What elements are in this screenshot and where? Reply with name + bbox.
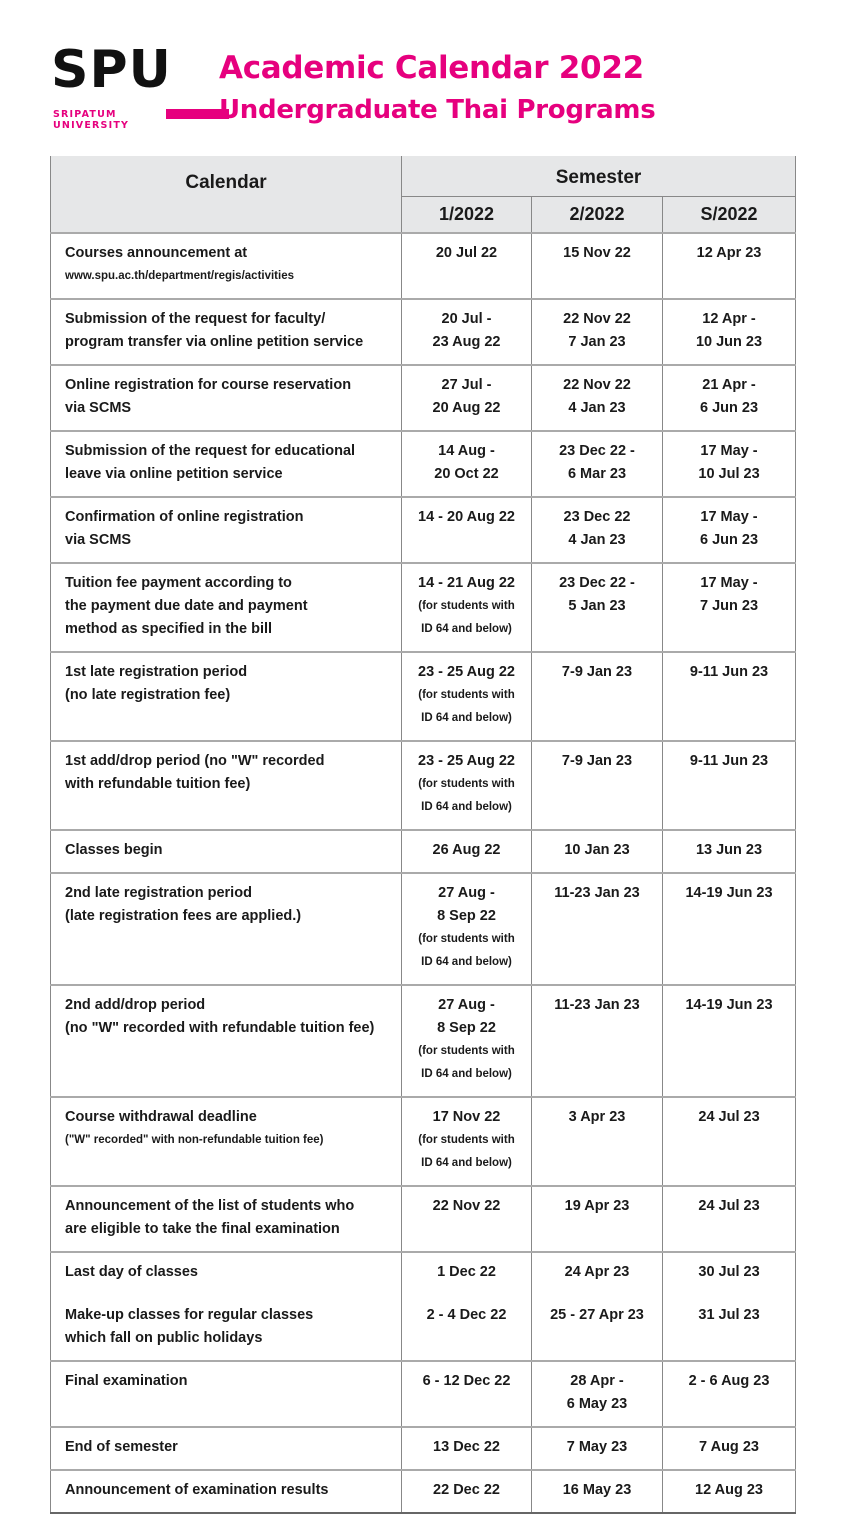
date-value: 6 May 23 bbox=[566, 1396, 628, 1412]
eligibility-note: ID 64 and below) bbox=[421, 1157, 512, 1169]
date-value: 11-23 Jan 23 bbox=[554, 997, 640, 1013]
table-row bbox=[51, 299, 796, 365]
date-value: 17 Nov 22 bbox=[432, 1109, 501, 1125]
date-value: 1 Dec 22 bbox=[437, 1264, 496, 1280]
table-row bbox=[51, 873, 796, 985]
date-cell-term-2 bbox=[532, 1427, 663, 1470]
date-cell-term-3 bbox=[663, 365, 796, 431]
date-value: 25 - 27 Apr 23 bbox=[550, 1307, 644, 1323]
date-value: 7 Jan 23 bbox=[568, 334, 626, 350]
table-row bbox=[51, 652, 796, 741]
event-label-line: 2nd add/drop period bbox=[65, 997, 206, 1013]
date-cell-term-2 bbox=[532, 741, 663, 830]
logo-sub-line2: UNIVERSITY bbox=[53, 120, 130, 131]
date-cell-term-2 bbox=[532, 652, 663, 741]
date-value: 7 Jun 23 bbox=[699, 598, 759, 614]
event-label bbox=[51, 1470, 402, 1513]
event-label-line: are eligible to take the final examination bbox=[65, 1221, 340, 1237]
date-value: 23 - 25 Aug 22 bbox=[418, 753, 515, 769]
date-value: 23 Dec 22 - bbox=[559, 575, 635, 591]
event-label-line: End of semester bbox=[65, 1439, 178, 1455]
date-value: 23 Dec 22 bbox=[563, 509, 631, 525]
table-row bbox=[51, 365, 796, 431]
event-label bbox=[51, 365, 402, 431]
date-cell-term-3 bbox=[663, 1252, 796, 1361]
eligibility-note: ID 64 and below) bbox=[421, 956, 512, 968]
date-value: 12 Apr - bbox=[702, 311, 756, 327]
date-value: 27 Jul - bbox=[441, 377, 492, 393]
date-cell-term-3 bbox=[663, 563, 796, 652]
event-label-line: via SCMS bbox=[65, 532, 132, 548]
date-value: 24 Jul 23 bbox=[698, 1198, 760, 1214]
event-label bbox=[51, 985, 402, 1097]
header-calendar: Calendar bbox=[51, 156, 402, 233]
event-label bbox=[51, 563, 402, 652]
event-label bbox=[51, 497, 402, 563]
event-label-line: program transfer via online petition service bbox=[65, 334, 364, 350]
event-label-line: Make-up classes for regular classes bbox=[65, 1307, 314, 1323]
date-cell-term-2 bbox=[532, 873, 663, 985]
date-value: 14 - 21 Aug 22 bbox=[418, 575, 515, 591]
event-label-line: (late registration fees are applied.) bbox=[65, 908, 302, 924]
date-value: 20 Jul - bbox=[441, 311, 492, 327]
header-term-1: 1/2022 bbox=[402, 196, 532, 233]
header-semester: Semester bbox=[402, 156, 796, 196]
date-cell-term-2 bbox=[532, 1097, 663, 1186]
date-cell-term-1 bbox=[402, 431, 532, 497]
date-cell-term-3 bbox=[663, 652, 796, 741]
event-label-line: which fall on public holidays bbox=[65, 1330, 263, 1346]
date-cell-term-1 bbox=[402, 497, 532, 563]
date-value: 14 - 20 Aug 22 bbox=[418, 509, 515, 525]
date-value: 7 Aug 23 bbox=[699, 1439, 759, 1455]
date-value: 2 - 6 Aug 23 bbox=[688, 1373, 770, 1389]
date-value: 6 Mar 23 bbox=[567, 466, 627, 482]
date-cell-term-2 bbox=[532, 1186, 663, 1252]
date-cell-term-1 bbox=[402, 1252, 532, 1361]
table-body bbox=[51, 233, 796, 1513]
date-cell-term-1 bbox=[402, 985, 532, 1097]
date-value: 10 Jan 23 bbox=[564, 842, 630, 858]
date-cell-term-1 bbox=[402, 563, 532, 652]
date-value: 30 Jul 23 bbox=[698, 1264, 760, 1280]
date-value: 31 Jul 23 bbox=[698, 1307, 760, 1323]
table-row bbox=[51, 233, 796, 299]
eligibility-note: (for students with bbox=[418, 778, 515, 790]
eligibility-note: (for students with bbox=[418, 1134, 515, 1146]
eligibility-note: (for students with bbox=[418, 689, 515, 701]
date-value: 22 Dec 22 bbox=[433, 1482, 500, 1498]
event-label-detail: ("W" recorded" with non-refundable tuition fee) bbox=[65, 1134, 324, 1146]
date-cell-term-3 bbox=[663, 830, 796, 873]
date-value: 14 Aug - bbox=[438, 443, 495, 459]
event-label-line: 1st add/drop period (no "W" recorded bbox=[65, 753, 325, 769]
date-cell-term-3 bbox=[663, 985, 796, 1097]
page-title: Academic Calendar 2022 bbox=[219, 50, 644, 86]
date-value: 20 Oct 22 bbox=[434, 466, 499, 482]
event-label-line bbox=[65, 1284, 397, 1304]
event-label-line: Courses announcement at bbox=[65, 245, 248, 261]
date-value: 17 May - bbox=[700, 443, 758, 459]
date-value: 6 - 12 Dec 22 bbox=[422, 1373, 511, 1389]
date-value: 7-9 Jan 23 bbox=[561, 664, 633, 680]
date-cell-term-2 bbox=[532, 497, 663, 563]
event-label-line: Tuition fee payment according to bbox=[65, 575, 292, 591]
date-value: 24 Jul 23 bbox=[698, 1109, 760, 1125]
date-value: 7-9 Jan 23 bbox=[561, 753, 633, 769]
date-cell-term-1 bbox=[402, 233, 532, 299]
event-label-line: Last day of classes bbox=[65, 1264, 198, 1280]
eligibility-note: (for students with bbox=[418, 1045, 515, 1057]
date-value bbox=[534, 1284, 660, 1304]
date-value: 27 Aug - bbox=[438, 885, 495, 901]
eligibility-note: (for students with bbox=[418, 933, 515, 945]
date-cell-term-3 bbox=[663, 431, 796, 497]
date-value: 16 May 23 bbox=[562, 1482, 632, 1498]
date-value: 17 May - bbox=[700, 575, 758, 591]
date-cell-term-2 bbox=[532, 1252, 663, 1361]
logo-subtext bbox=[53, 109, 129, 131]
date-value: 23 Aug 22 bbox=[432, 334, 501, 350]
event-label-line: Submission of the request for educational bbox=[65, 443, 356, 459]
date-value: 4 Jan 23 bbox=[568, 532, 626, 548]
date-cell-term-3 bbox=[663, 1470, 796, 1513]
date-cell-term-3 bbox=[663, 1361, 796, 1427]
date-value: 9-11 Jun 23 bbox=[689, 753, 769, 769]
date-value: 20 Aug 22 bbox=[432, 400, 501, 416]
eligibility-note: ID 64 and below) bbox=[421, 623, 512, 635]
date-cell-term-2 bbox=[532, 299, 663, 365]
event-label bbox=[51, 233, 402, 299]
date-cell-term-1 bbox=[402, 1427, 532, 1470]
date-value: 4 Jan 23 bbox=[568, 400, 626, 416]
date-value: 10 Jul 23 bbox=[698, 466, 760, 482]
date-value: 12 Aug 23 bbox=[695, 1482, 763, 1498]
logo-sub-line1: SRIPATUM bbox=[53, 109, 117, 120]
date-cell-term-1 bbox=[402, 1361, 532, 1427]
event-label bbox=[51, 1361, 402, 1427]
event-label bbox=[51, 431, 402, 497]
event-label-line: method as specified in the bill bbox=[65, 621, 273, 637]
event-label bbox=[51, 299, 402, 365]
date-value: 15 Nov 22 bbox=[563, 245, 631, 261]
date-value: 22 Nov 22 bbox=[563, 377, 631, 393]
date-cell-term-2 bbox=[532, 431, 663, 497]
date-value bbox=[665, 1284, 793, 1304]
date-value: 14-19 Jun 23 bbox=[685, 885, 773, 901]
event-label bbox=[51, 652, 402, 741]
date-value: 10 Jun 23 bbox=[695, 334, 763, 350]
spu-logo bbox=[51, 40, 181, 132]
date-value: 13 Jun 23 bbox=[695, 842, 763, 858]
table-row bbox=[51, 1186, 796, 1252]
date-cell-term-2 bbox=[532, 563, 663, 652]
date-value: 21 Apr - bbox=[702, 377, 756, 393]
event-label-line: Online registration for course reservation bbox=[65, 377, 352, 393]
event-label-line: 2nd late registration period bbox=[65, 885, 252, 901]
event-label-line: Announcement of the list of students who bbox=[65, 1198, 355, 1214]
date-value: 23 Dec 22 - bbox=[559, 443, 635, 459]
event-label-line: Course withdrawal deadline bbox=[65, 1109, 257, 1125]
date-cell-term-3 bbox=[663, 1427, 796, 1470]
date-cell-term-3 bbox=[663, 233, 796, 299]
date-cell-term-1 bbox=[402, 741, 532, 830]
date-value: 19 Apr 23 bbox=[564, 1198, 630, 1214]
date-value: 22 Nov 22 bbox=[432, 1198, 501, 1214]
event-label bbox=[51, 830, 402, 873]
date-cell-term-1 bbox=[402, 299, 532, 365]
header-term-s: S/2022 bbox=[663, 196, 796, 233]
event-label-line: (no late registration fee) bbox=[65, 687, 231, 703]
table-row bbox=[51, 741, 796, 830]
table-row bbox=[51, 1361, 796, 1427]
event-label bbox=[51, 1097, 402, 1186]
date-value: 28 Apr - bbox=[570, 1373, 624, 1389]
date-cell-term-3 bbox=[663, 1186, 796, 1252]
table-row bbox=[51, 830, 796, 873]
event-label-line: with refundable tuition fee) bbox=[65, 776, 251, 792]
date-value: 8 Sep 22 bbox=[437, 908, 496, 924]
event-label-line: Announcement of examination results bbox=[65, 1482, 329, 1498]
date-value: 17 May - bbox=[700, 509, 758, 525]
table-row bbox=[51, 497, 796, 563]
date-value: 23 - 25 Aug 22 bbox=[418, 664, 515, 680]
date-value: 2 - 4 Dec 22 bbox=[426, 1307, 507, 1323]
event-label-line: via SCMS bbox=[65, 400, 132, 416]
event-label-line: leave via online petition service bbox=[65, 466, 283, 482]
event-label bbox=[51, 1427, 402, 1470]
page-subtitle: Undergraduate Thai Programs bbox=[219, 95, 656, 125]
event-label bbox=[51, 741, 402, 830]
event-label-detail: www.spu.ac.th/department/regis/activities bbox=[65, 270, 295, 282]
date-cell-term-1 bbox=[402, 652, 532, 741]
date-cell-term-3 bbox=[663, 741, 796, 830]
eligibility-note: (for students with bbox=[418, 600, 515, 612]
date-cell-term-2 bbox=[532, 985, 663, 1097]
date-value: 12 Apr 23 bbox=[696, 245, 762, 261]
date-cell-term-3 bbox=[663, 873, 796, 985]
table-row bbox=[51, 1427, 796, 1470]
date-value: 5 Jan 23 bbox=[568, 598, 626, 614]
eligibility-note: ID 64 and below) bbox=[421, 1068, 512, 1080]
date-cell-term-2 bbox=[532, 830, 663, 873]
event-label-line: Submission of the request for faculty/ bbox=[65, 311, 326, 327]
table-row bbox=[51, 431, 796, 497]
date-cell-term-1 bbox=[402, 830, 532, 873]
table-row bbox=[51, 563, 796, 652]
date-value: 13 Dec 22 bbox=[433, 1439, 500, 1455]
date-cell-term-3 bbox=[663, 299, 796, 365]
date-value: 22 Nov 22 bbox=[563, 311, 631, 327]
date-value: 8 Sep 22 bbox=[437, 1020, 496, 1036]
table-row bbox=[51, 985, 796, 1097]
date-cell-term-2 bbox=[532, 1470, 663, 1513]
academic-calendar-table bbox=[50, 156, 796, 1514]
date-cell-term-1 bbox=[402, 1097, 532, 1186]
event-label-line: 1st late registration period bbox=[65, 664, 248, 680]
eligibility-note: ID 64 and below) bbox=[421, 712, 512, 724]
date-cell-term-2 bbox=[532, 365, 663, 431]
date-value bbox=[404, 1284, 529, 1304]
date-cell-term-3 bbox=[663, 497, 796, 563]
event-label-line: (no "W" recorded with refundable tuition fee) bbox=[65, 1020, 375, 1036]
event-label bbox=[51, 873, 402, 985]
event-label-line: the payment due date and payment bbox=[65, 598, 308, 614]
event-label-line: Confirmation of online registration bbox=[65, 509, 304, 525]
date-value: 6 Jun 23 bbox=[699, 400, 759, 416]
table-row bbox=[51, 1252, 796, 1361]
date-cell-term-2 bbox=[532, 233, 663, 299]
date-value: 24 Apr 23 bbox=[564, 1264, 630, 1280]
date-value: 27 Aug - bbox=[438, 997, 495, 1013]
date-value: 26 Aug 22 bbox=[432, 842, 501, 858]
date-cell-term-3 bbox=[663, 1097, 796, 1186]
date-cell-term-1 bbox=[402, 365, 532, 431]
table-row bbox=[51, 1097, 796, 1186]
logo-wordmark: SPU bbox=[51, 40, 172, 100]
event-label bbox=[51, 1186, 402, 1252]
event-label bbox=[51, 1252, 402, 1361]
date-value: 20 Jul 22 bbox=[435, 245, 498, 261]
event-label-line: Final examination bbox=[65, 1373, 188, 1389]
event-label-line: Classes begin bbox=[65, 842, 163, 858]
date-value: 9-11 Jun 23 bbox=[689, 664, 769, 680]
date-value: 3 Apr 23 bbox=[568, 1109, 626, 1125]
header-term-2: 2/2022 bbox=[532, 196, 663, 233]
date-value: 6 Jun 23 bbox=[699, 532, 759, 548]
eligibility-note: ID 64 and below) bbox=[421, 801, 512, 813]
date-cell-term-1 bbox=[402, 1470, 532, 1513]
date-value: 14-19 Jun 23 bbox=[685, 997, 773, 1013]
date-value: 7 May 23 bbox=[566, 1439, 628, 1455]
table-row bbox=[51, 1470, 796, 1513]
date-cell-term-1 bbox=[402, 1186, 532, 1252]
date-cell-term-2 bbox=[532, 1361, 663, 1427]
date-cell-term-1 bbox=[402, 873, 532, 985]
date-value: 11-23 Jan 23 bbox=[554, 885, 640, 901]
